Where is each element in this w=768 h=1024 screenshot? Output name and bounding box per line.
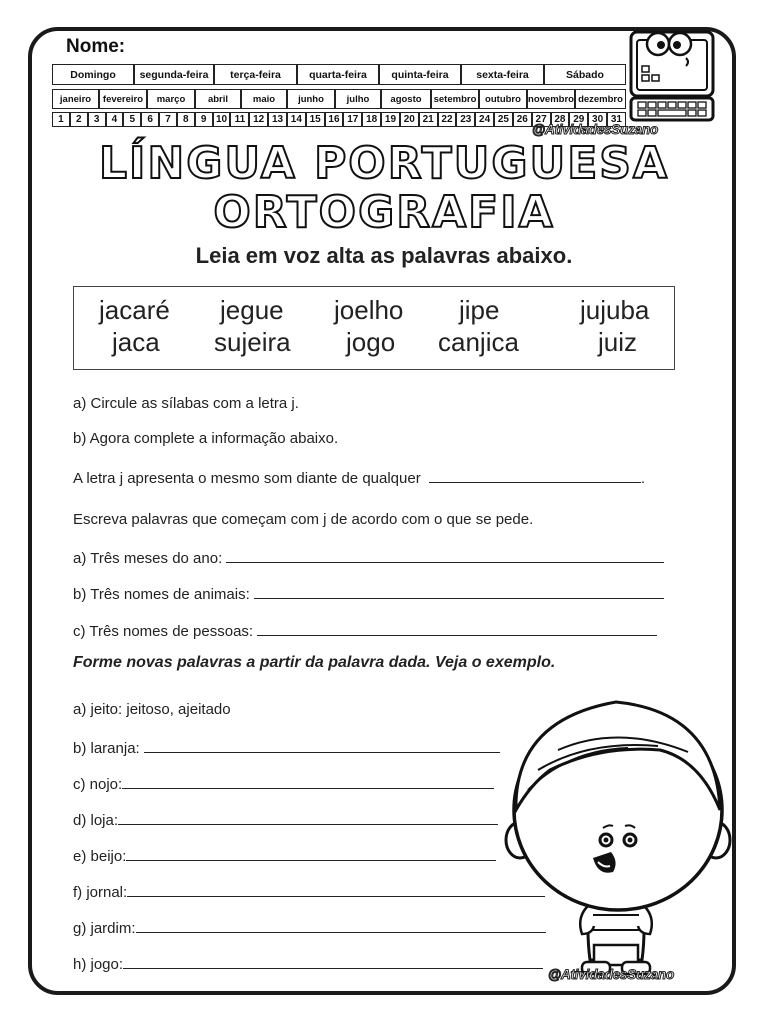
- word-item: canjica: [438, 327, 519, 357]
- day-number-cell[interactable]: 29: [569, 112, 588, 127]
- author-handle: @AtividadesSuzano: [532, 122, 659, 137]
- day-number-cell[interactable]: 1: [52, 112, 70, 127]
- day-number-cell[interactable]: 26: [513, 112, 532, 127]
- day-number-cell[interactable]: 15: [306, 112, 325, 127]
- day-number-cell[interactable]: 2: [70, 112, 88, 127]
- question-letter-end: .: [640, 470, 646, 487]
- day-number-cell[interactable]: 14: [287, 112, 306, 127]
- form-item-label: c) nojo:: [73, 776, 123, 793]
- day-number-cell[interactable]: 8: [177, 112, 195, 127]
- form-words-instruction: Forme novas palavras a partir da palavra dada. Veja o exemplo.: [73, 654, 556, 671]
- month-cell[interactable]: outubro: [479, 89, 527, 109]
- day-number-cell[interactable]: 20: [400, 112, 419, 127]
- word-box: [73, 286, 675, 370]
- answer-blank[interactable]: [429, 467, 641, 483]
- day-number-cell[interactable]: 28: [551, 112, 570, 127]
- day-number-cell[interactable]: 5: [123, 112, 141, 127]
- name-label: Nome:: [66, 36, 126, 57]
- month-cell[interactable]: janeiro: [52, 89, 99, 109]
- word-item: jacaré: [99, 295, 170, 325]
- day-number-cell[interactable]: 25: [494, 112, 513, 127]
- day-number-cell[interactable]: 22: [438, 112, 457, 127]
- day-number-cell[interactable]: 18: [362, 112, 381, 127]
- word-item: juiz: [598, 327, 638, 357]
- answer-blank[interactable]: [123, 953, 543, 969]
- form-item: [73, 845, 496, 865]
- form-item-label: d) loja:: [73, 812, 119, 829]
- word-item: jipe: [459, 295, 500, 325]
- form-example: a) jeito: jeitoso, ajeitado: [73, 701, 231, 718]
- day-number-cell[interactable]: 4: [106, 112, 124, 127]
- write-people-label: c) Três nomes de pessoas:: [73, 623, 254, 640]
- day-number-cell[interactable]: 13: [268, 112, 287, 127]
- month-cell[interactable]: março: [147, 89, 195, 109]
- form-item-label: g) jardim:: [73, 920, 136, 937]
- day-cell[interactable]: quinta-feira: [379, 64, 461, 85]
- month-cell[interactable]: dezembro: [575, 89, 626, 109]
- answer-blank[interactable]: [254, 583, 664, 599]
- form-item-label: e) beijo:: [73, 848, 127, 865]
- write-months-label: a) Três meses do ano:: [73, 550, 223, 567]
- write-animals-label: b) Três nomes de animais:: [73, 586, 250, 603]
- day-number-cell[interactable]: 10: [213, 112, 231, 127]
- word-item: sujeira: [214, 327, 291, 357]
- word-item: jaca: [112, 327, 160, 357]
- month-cell[interactable]: junho: [287, 89, 335, 109]
- question-a: a) Circule as sílabas com a letra j.: [73, 395, 299, 412]
- word-item: jujuba: [580, 295, 650, 325]
- word-item: jogo: [346, 327, 396, 357]
- day-number-cell[interactable]: 11: [230, 112, 249, 127]
- page-subtitle-topic: ORTOGRAFIA: [213, 187, 555, 238]
- answer-blank[interactable]: [127, 881, 545, 897]
- form-item-label: h) jogo:: [73, 956, 124, 973]
- answer-blank[interactable]: [126, 845, 496, 861]
- day-number-cell[interactable]: 6: [141, 112, 159, 127]
- day-number-cell[interactable]: 27: [532, 112, 551, 127]
- day-number-cell[interactable]: 7: [159, 112, 177, 127]
- months-row: [52, 89, 626, 109]
- word-item: jegue: [220, 295, 284, 325]
- answer-blank[interactable]: [226, 547, 664, 563]
- day-cell[interactable]: Sábado: [544, 64, 626, 85]
- month-cell[interactable]: setembro: [431, 89, 479, 109]
- boy-illustration-icon: [498, 690, 738, 980]
- footer-handle: @AtividadesSuzano: [548, 967, 675, 982]
- answer-blank[interactable]: [136, 917, 546, 933]
- write-people: [73, 620, 657, 640]
- form-item: [73, 953, 543, 973]
- form-item-label: f) jornal:: [73, 884, 128, 901]
- form-item: [73, 917, 546, 937]
- day-number-cell[interactable]: 31: [607, 112, 626, 127]
- day-number-cell[interactable]: 21: [419, 112, 438, 127]
- question-letter-text: A letra j apresenta o mesmo som diante de qualquer: [73, 470, 421, 487]
- day-number-cell[interactable]: 19: [381, 112, 400, 127]
- day-cell[interactable]: Domingo: [52, 64, 134, 85]
- day-number-cell[interactable]: 30: [588, 112, 607, 127]
- form-item: [73, 809, 498, 829]
- write-animals: [73, 583, 664, 603]
- day-cell[interactable]: sexta-feira: [461, 64, 544, 85]
- form-item: [73, 773, 494, 793]
- month-cell[interactable]: julho: [335, 89, 381, 109]
- day-number-cell[interactable]: 23: [456, 112, 475, 127]
- day-cell[interactable]: terça-feira: [214, 64, 297, 85]
- question-b: b) Agora complete a informação abaixo.: [73, 430, 339, 447]
- form-item: [73, 737, 500, 757]
- month-cell[interactable]: fevereiro: [99, 89, 147, 109]
- month-cell[interactable]: agosto: [381, 89, 431, 109]
- form-item: [73, 881, 545, 901]
- day-number-cell[interactable]: 16: [325, 112, 344, 127]
- day-number-cell[interactable]: 9: [195, 112, 213, 127]
- computer-mascot-icon: [628, 30, 716, 122]
- days-row: [52, 64, 626, 85]
- answer-blank[interactable]: [257, 620, 657, 636]
- answer-blank[interactable]: [118, 809, 498, 825]
- day-number-cell[interactable]: 3: [88, 112, 106, 127]
- answer-blank[interactable]: [144, 737, 500, 753]
- day-number-cell[interactable]: 24: [475, 112, 494, 127]
- month-cell[interactable]: maio: [241, 89, 287, 109]
- write-intro: Escreva palavras que começam com j de acordo com o que se pede.: [73, 511, 534, 528]
- day-number-cell[interactable]: 17: [343, 112, 362, 127]
- word-item: joelho: [334, 295, 404, 325]
- day-number-cell[interactable]: 12: [249, 112, 268, 127]
- write-months: [73, 547, 664, 567]
- reading-instruction: Leia em voz alta as palavras abaixo.: [195, 243, 573, 268]
- page-title: LÍNGUA PORTUGUESA: [98, 138, 670, 189]
- day-cell[interactable]: quarta-feira: [297, 64, 379, 85]
- month-cell[interactable]: abril: [195, 89, 241, 109]
- answer-blank[interactable]: [122, 773, 494, 789]
- question-letter-sound: [73, 467, 645, 487]
- day-cell[interactable]: segunda-feira: [134, 64, 214, 85]
- calendar-header: [52, 32, 626, 125]
- month-cell[interactable]: novembro: [527, 89, 575, 109]
- form-item-label: b) laranja:: [73, 740, 140, 757]
